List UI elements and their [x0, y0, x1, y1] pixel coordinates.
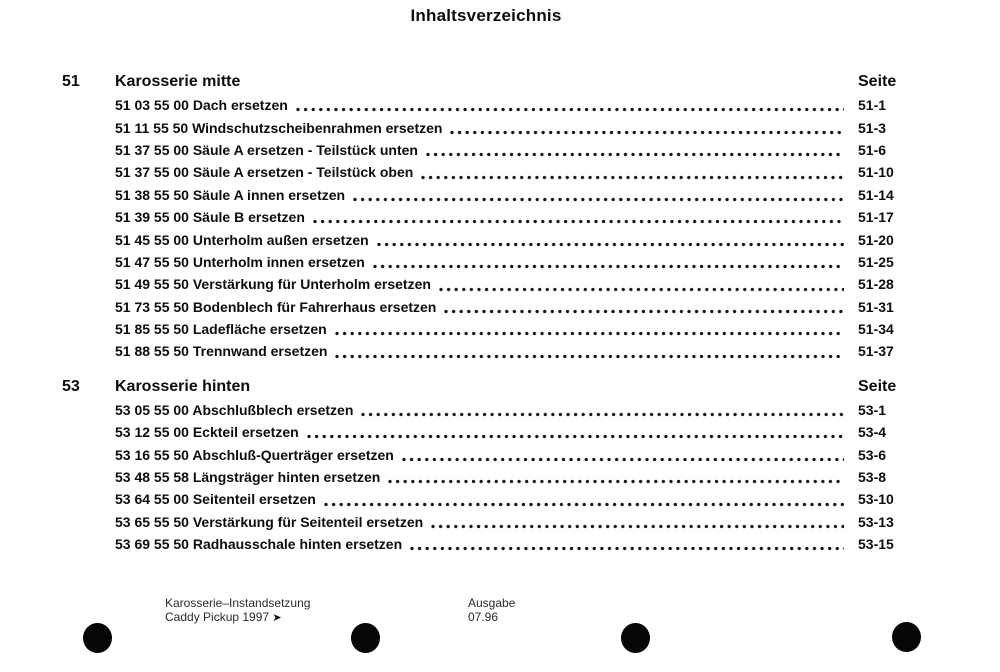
- entry-page-number: 53-15: [858, 536, 894, 553]
- entry-label: 51 39 55 00 Säule B ersetzen: [115, 209, 305, 226]
- entry-label: 53 12 55 00 Eckteil ersetzen: [115, 424, 299, 441]
- toc-entry: [62, 273, 905, 295]
- entry-label: 53 05 55 00 Abschlußblech ersetzen: [115, 401, 354, 418]
- entry-page-number: 53-10: [858, 491, 894, 508]
- footer-edition-label: Ausgabe: [468, 596, 516, 610]
- toc-entry: [62, 184, 905, 206]
- entry-page-number: 51-34: [858, 321, 894, 338]
- entry-page-number: 51-10: [858, 164, 894, 181]
- section-number: 53: [62, 377, 80, 395]
- toc-entry: [62, 206, 905, 228]
- entry-label: 53 69 55 50 Radhausschale hinten ersetzen: [115, 536, 403, 553]
- toc-entry: [62, 511, 905, 533]
- dotted-leader: [410, 546, 844, 551]
- entry-page-number: 53-6: [858, 446, 887, 463]
- entry-page-number: 51-20: [858, 231, 894, 248]
- entry-label: 53 65 55 50 Verstärkung für Seitenteil ersetzen: [115, 513, 424, 530]
- entry-label: 51 45 55 00 Unterholm außen ersetzen: [115, 231, 369, 248]
- toc-entry: [62, 228, 905, 250]
- footer-edition-value: 07.96: [468, 610, 499, 624]
- entry-page-number: 53-4: [858, 424, 887, 441]
- page-title: Inhaltsverzeichnis: [410, 6, 562, 25]
- entry-page-number: 51-6: [858, 141, 887, 158]
- punch-hole-dot: [351, 623, 380, 653]
- toc-entry: [62, 94, 905, 116]
- entry-label: 53 16 55 50 Abschluß-Querträger ersetzen: [115, 446, 394, 463]
- toc-entry: [62, 399, 905, 421]
- entry-label: 51 11 55 50 Windschutzscheibenrahmen ersetzen: [115, 119, 443, 136]
- entry-page-number: 51-14: [858, 186, 894, 203]
- dotted-leader: [421, 175, 844, 180]
- entry-label: 51 85 55 50 Ladefläche ersetzen: [115, 321, 327, 338]
- dotted-leader: [335, 331, 844, 336]
- entry-page-number: 53-1: [858, 401, 887, 418]
- entry-label: 53 64 55 00 Seitenteil ersetzen: [115, 491, 316, 508]
- dotted-leader: [402, 457, 844, 462]
- toc-section-53: [62, 375, 905, 556]
- entry-label: 51 73 55 50 Bodenblech für Fahrerhaus ersetzen: [115, 298, 437, 315]
- dotted-leader: [296, 107, 844, 112]
- dotted-leader: [431, 524, 844, 529]
- toc-entry: [62, 161, 905, 183]
- entry-label: 51 38 55 50 Säule A innen ersetzen: [115, 186, 346, 203]
- page-column-header: Seite: [858, 377, 897, 395]
- footer-manual-title: Karosserie–Instandsetzung: [165, 596, 311, 610]
- section-header: [62, 70, 905, 94]
- toc-section-51: [62, 70, 905, 363]
- dotted-leader: [388, 479, 844, 484]
- arrow-right-icon: ➤: [272, 612, 282, 624]
- entry-page-number: 51-37: [858, 343, 894, 360]
- entry-page-number: 51-28: [858, 276, 894, 293]
- toc-entry: [62, 488, 905, 510]
- toc-entry: [62, 251, 905, 273]
- footer-edition: [468, 596, 515, 624]
- entry-label: 51 37 55 00 Säule A ersetzen - Teilstück unten: [115, 141, 418, 158]
- section-number: 51: [62, 73, 80, 90]
- entry-label: 51 49 55 50 Verstärkung für Unterholm ersetzen: [115, 276, 431, 293]
- toc-entry: [62, 139, 905, 161]
- section-title: Karosserie hinten: [115, 377, 251, 395]
- entry-label: 51 03 55 00 Dach ersetzen: [115, 97, 288, 114]
- toc-entry: [62, 296, 905, 318]
- toc-entry: [62, 533, 905, 555]
- dotted-leader: [324, 502, 844, 507]
- toc-entry: [62, 421, 905, 443]
- page-column-header: Seite: [858, 73, 897, 90]
- entry-page-number: 51-1: [858, 97, 887, 114]
- punch-hole-dot: [621, 623, 650, 653]
- entry-label: 51 37 55 00 Säule A ersetzen - Teilstück oben: [115, 164, 414, 181]
- dotted-leader: [307, 434, 844, 439]
- dotted-leader: [361, 412, 844, 417]
- toc-entry: [62, 466, 905, 488]
- footer-manual-info: [165, 596, 310, 625]
- punch-hole-dot: [892, 622, 921, 652]
- toc-entry: [62, 116, 905, 138]
- section-header: [62, 375, 905, 399]
- dotted-leader: [353, 197, 844, 202]
- toc-entry: [62, 340, 905, 362]
- entry-page-number: 51-31: [858, 298, 894, 315]
- section-title: Karosserie mitte: [115, 73, 241, 90]
- entry-label: 53 48 55 58 Längsträger hinten ersetzen: [115, 469, 381, 486]
- dotted-leader: [450, 130, 844, 135]
- entry-page-number: 51-17: [858, 209, 894, 226]
- dotted-leader: [426, 152, 844, 157]
- entry-page-number: 51-25: [858, 253, 894, 270]
- entry-page-number: 53-13: [858, 513, 894, 530]
- entry-label: 51 88 55 50 Trennwand ersetzen: [115, 343, 328, 360]
- toc-entry: [62, 443, 905, 465]
- dotted-leader: [444, 309, 844, 314]
- dotted-leader: [377, 242, 844, 247]
- footer-manual-model: Caddy Pickup 1997 ➤: [165, 610, 282, 624]
- toc: [62, 70, 905, 555]
- entry-page-number: 53-8: [858, 469, 887, 486]
- dotted-leader: [373, 264, 844, 269]
- dotted-leader: [439, 287, 844, 292]
- entry-label: 51 47 55 50 Unterholm innen ersetzen: [115, 253, 365, 270]
- toc-entry: [62, 318, 905, 340]
- punch-hole-dot: [83, 623, 112, 653]
- entry-page-number: 51-3: [858, 119, 887, 136]
- dotted-leader: [335, 354, 844, 359]
- dotted-leader: [313, 219, 844, 224]
